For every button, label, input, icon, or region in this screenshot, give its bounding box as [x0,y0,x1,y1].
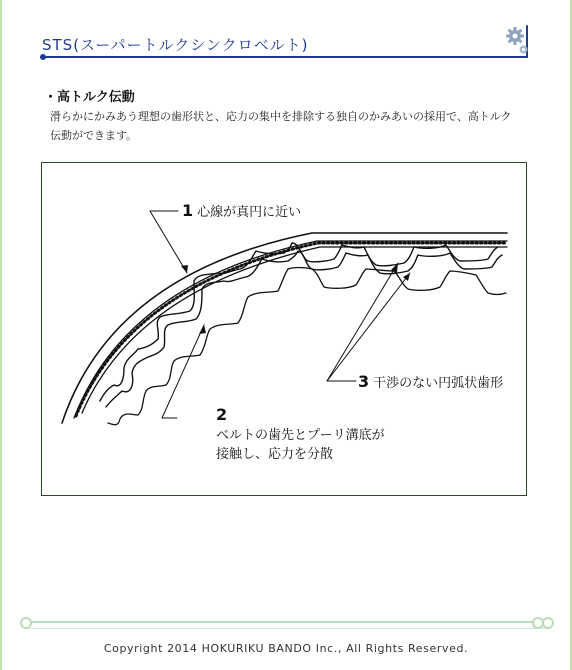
section-heading: ・高トルク伝動 [44,90,135,105]
title-dot [40,54,46,60]
footer-ring-icon [542,617,554,629]
footer-bar [18,615,556,629]
copyright: Copyright 2014 HOKURIKU BANDO Inc., All Rights Reserved. [103,642,469,655]
callout-3-number: 3 [358,372,370,391]
belt-diagram [41,162,527,496]
small-gear-icon [518,44,529,55]
description-line-1: 滑らかにかみあう理想の歯形状と、応力の集中を排除する独自のかみあいの採用で、高トルク [50,110,512,123]
callout-2 [216,405,385,462]
title-bar [42,25,528,58]
callout-1-text: 心線が真円に近い [197,205,302,220]
callout-3-text: 干渉のない円弧状歯形 [373,376,504,391]
footer-line [24,621,548,623]
page-left-border [0,0,2,670]
callout-2-line-1: ベルトの歯先とプーリ溝底が [216,428,385,443]
footer-line-lower [24,628,548,629]
title-underline [42,56,528,58]
callout-1 [182,201,301,220]
callout-2-line-2: 接触し、応力を分散 [216,447,334,462]
callout-3 [358,372,503,391]
callout-1-number: 1 [182,201,194,220]
callout-2-number: 2 [216,405,228,424]
gear-icon [506,27,524,45]
section-description [50,107,520,145]
page-title: STS(スーパートルクシンクロベルト) [42,36,309,54]
description-line-2: 伝動ができます。 [50,129,138,142]
footer-ring-icon [20,617,32,629]
